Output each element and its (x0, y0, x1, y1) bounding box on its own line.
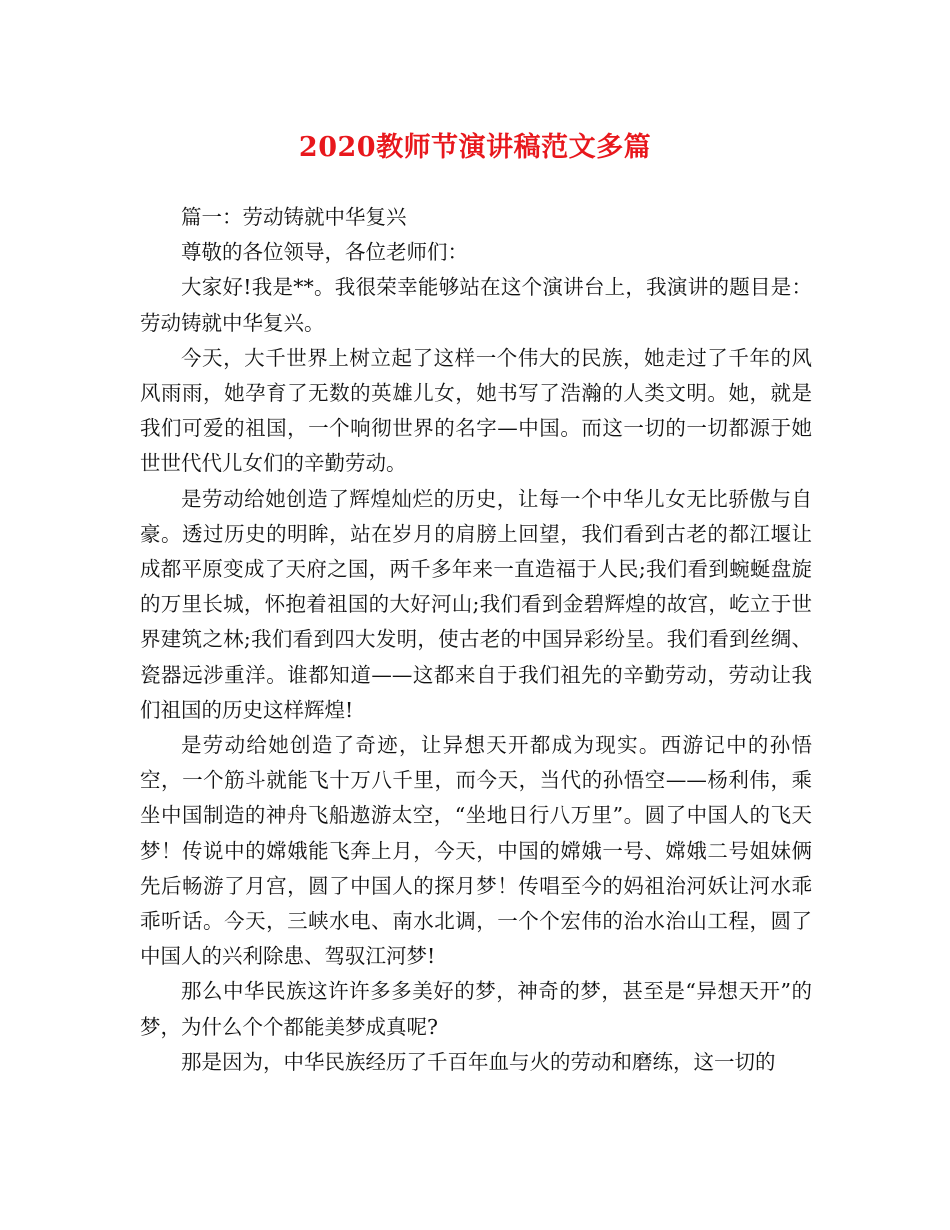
paragraph: 那么中华民族这许许多多美好的梦，神奇的梦，甚至是“异想天开”的梦，为什么个个都能美梦成真呢? (140, 979, 812, 1039)
document-body (140, 200, 812, 1080)
paragraph: 那是因为，中华民族经历了千百年血与火的劳动和磨练，这一切的 (181, 1049, 776, 1074)
paragraph: 是劳动给她创造了奇迹，让异想天开都成为现实。西游记中的孙悟空，一个筋斗就能飞十万八千里，而今天，当代的孙悟空——杨利伟，乘坐中国制造的神舟飞船遨游太空，“坐地日行八万里”。圆了中国人的飞天梦！传说中的嫦娥能飞奔上月，今天，中国的嫦娥一号、嫦娥二号姐妹俩先后畅游了月宫，圆了中国人的探月梦！传唱至今的妈祖治河妖让河水乖乖听话。今天，三峡水电、南水北调，一个个宏伟的治水治山工程，圆了中国人的兴利除患、驾驭江河梦! (140, 733, 812, 969)
paragraph: 篇一：劳动铸就中华复兴 (181, 205, 407, 229)
paragraph: 大家好!我是**。我很荣幸能够站在这个演讲台上，我演讲的题目是：劳动铸就中华复兴。 (140, 275, 812, 335)
paragraph: 尊敬的各位领导，各位老师们： (181, 240, 468, 265)
document-title: 2020教师节演讲稿范文多篇 (298, 132, 652, 163)
paragraph: 是劳动给她创造了辉煌灿烂的历史，让每一个中华儿女无比骄傲与自豪。透过历史的明眸，站在岁月的肩膀上回望，我们看到古老的都江堰让成都平原变成了天府之国，两千多年来一直造福于人民;我们看到蜿蜒盘旋的万里长城，怀抱着祖国的大好河山;我们看到金碧辉煌的故宫，屹立于世界建筑之林;我们看到四大发明，使古老的中国异彩纷呈。我们看到丝绸、瓷器远涉重洋。谁都知道——这都来自于我们祖先的辛勤劳动，劳动让我们祖国的历史这样辉煌! (140, 486, 812, 722)
paragraph: 今天，大千世界上树立起了这样一个伟大的民族，她走过了千年的风风雨雨，她孕育了无数的英雄儿女，她书写了浩瀚的人类文明。她，就是我们可爱的祖国，一个响彻世界的名字—中国。而这一切的一切都源于她世世代代儿女们的辛勤劳动。 (140, 345, 812, 476)
